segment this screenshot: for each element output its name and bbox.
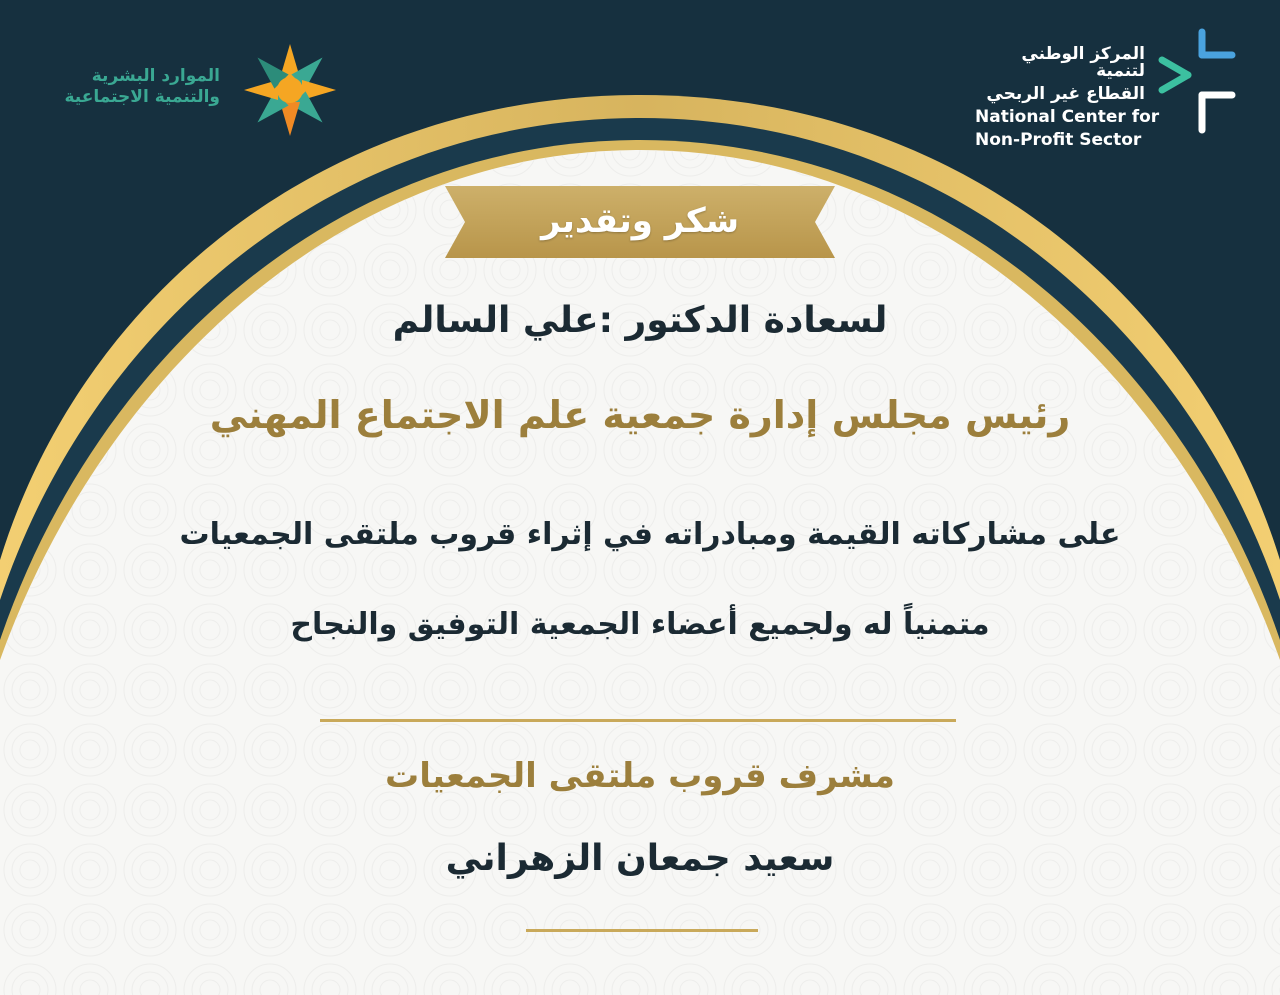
ncnp-en-line-1: National Center for bbox=[975, 107, 1160, 127]
hr-ministry-star-logo bbox=[244, 44, 336, 136]
hr-ministry-line-1: الموارد البشرية bbox=[91, 66, 220, 86]
top-gold-rule bbox=[320, 719, 956, 722]
signatory-name: سعيد جمعان الزهراني bbox=[445, 838, 835, 879]
ncnp-ar-line-2: القطاع غير الربحي bbox=[986, 84, 1145, 104]
message-line-1: على مشاركاته القيمة ومبادراته في إثراء قروب ملتقى الجمعيات bbox=[179, 517, 1121, 552]
ncnp-ar-line-1: المركز الوطني لتنمية bbox=[1021, 44, 1145, 81]
bottom-gold-rule bbox=[526, 929, 758, 932]
ncnp-en-line-2: Non-Profit Sector bbox=[975, 130, 1142, 150]
recipient-line: لسعادة الدكتور :علي السالم bbox=[392, 300, 888, 341]
certificate-title: شكر وتقدير bbox=[540, 201, 740, 241]
role-line: رئيس مجلس إدارة جمعية علم الاجتماع المهني bbox=[209, 393, 1071, 437]
hr-ministry-line-2: والتنمية الاجتماعية bbox=[64, 87, 220, 108]
ncnp-logo-text bbox=[975, 46, 1165, 155]
hr-ministry-logo-text bbox=[40, 66, 220, 109]
signatory-title: مشرف قروب ملتقى الجمعيات bbox=[385, 756, 895, 796]
message-line-2: متمنياً له ولجميع أعضاء الجمعية التوفيق والنجاح bbox=[290, 607, 990, 642]
